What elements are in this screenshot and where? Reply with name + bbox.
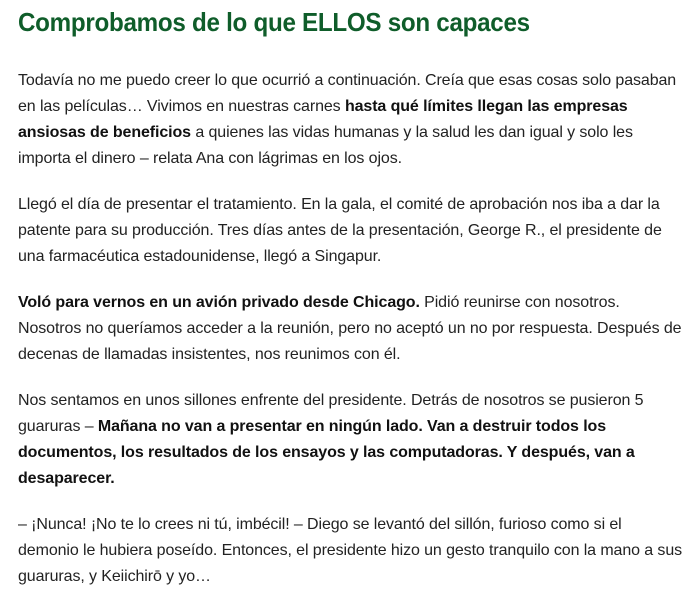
paragraph-1: [18, 68, 686, 172]
paragraph-2: [18, 192, 686, 270]
paragraph-text: Todavía no me puedo creer lo que ocurrió a continuación. Creía que esas cosas solo pasaban en las películas… Vivimos en nuestras carnes: [18, 72, 677, 115]
paragraph-5: [18, 512, 686, 590]
paragraph-4: [18, 388, 686, 492]
paragraph-text: Nos sentamos en unos sillones enfrente del presidente. Detrás de nosotros se pusieron 5 guaruras –: [18, 392, 644, 435]
paragraph-text: Llegó el día de presentar el tratamiento. En la gala, el comité de aprobación nos iba a dar la patente para su producción. Tres días antes de la presentación, George R., el presidente de una farmacéutica estadounidense, llegó a Singapur.: [18, 196, 662, 265]
paragraph-text: – ¡Nunca! ¡No te lo crees ni tú, imbécil! – Diego se levantó del sillón, furioso como si el demonio le hubiera poseído. Entonces, el presidente hizo un gesto tranquilo con la mano a sus guaruras, y Keiichirō y yo…: [18, 516, 683, 585]
article: [18, 0, 686, 590]
paragraph-text: Pidió reunirse con nosotros. Nosotros no queríamos acceder a la reunión, pero no aceptó un no por respuesta. Después de decenas de llamadas insistentes, nos reunimos con él.: [18, 294, 682, 363]
article-heading: Comprobamos de lo que ELLOS son capaces: [18, 7, 530, 37]
paragraph-text: a quienes las vidas humanas y la salud les dan igual y solo les importa el dinero – relata Ana con lágrimas en los ojos.: [18, 124, 633, 167]
bold-highlight: Voló para vernos en un avión privado desde Chicago.: [18, 294, 420, 311]
bold-highlight: Mañana no van a presentar en ningún lado. Van a destruir todos los documentos, los resultados de los ensayos y las computadoras. Y después, van a desaparecer.: [18, 418, 635, 487]
bold-highlight: hasta qué límites llegan las empresas ansiosas de beneficios: [18, 98, 628, 141]
paragraph-3: [18, 290, 686, 368]
